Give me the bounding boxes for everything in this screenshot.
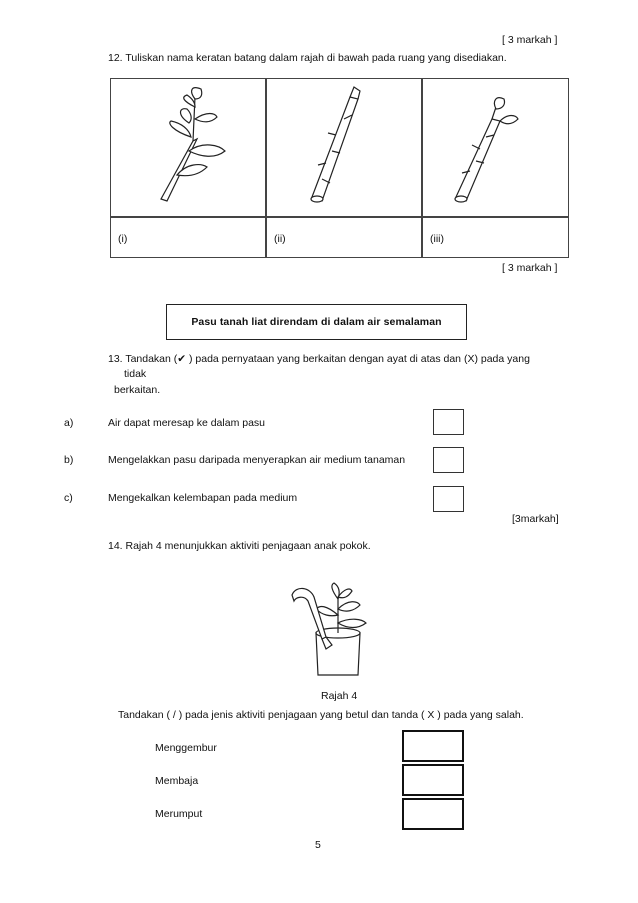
question-14-instruction: Tandakan ( / ) pada jenis aktiviti penjagaan yang betul dan tanda ( X ) pada yang salah. (118, 709, 524, 721)
question-13-text-line3: berkaitan. (114, 384, 161, 396)
table-cell-image-3 (421, 78, 569, 218)
item-letter-c: c) (64, 492, 73, 504)
marks-q12: [ 3 markah ] (502, 262, 558, 274)
item-text-a: Air dapat meresap ke dalam pasu (108, 417, 266, 429)
table-cell-label-2 (265, 216, 423, 258)
item-text-c: Mengekalkan kelembapan pada medium (108, 492, 298, 504)
activity-label-2: Membaja (155, 775, 199, 787)
table-cell-label-3 (421, 216, 569, 258)
statement-banner-text: Pasu tanah liat direndam di dalam air semalaman (191, 316, 442, 328)
question-12-text: 12. Tuliskan nama keratan batang dalam rajah di bawah pada ruang yang disediakan. (108, 52, 507, 64)
answer-box-membaja[interactable] (402, 764, 464, 796)
answer-box-menggembur[interactable] (402, 730, 464, 762)
leafy-stem-cutting-image (111, 79, 266, 217)
activity-label-3: Merumput (155, 808, 203, 820)
item-letter-b: b) (64, 454, 74, 466)
item-text-b: Mengelakkan pasu daripada menyerapkan air medium tanaman (108, 454, 406, 466)
question-13-text-line2: tidak (124, 368, 147, 380)
marks-top: [ 3 markah ] (502, 34, 558, 46)
budded-stem-cutting-image (422, 79, 568, 217)
table-cell-image-1 (110, 78, 267, 218)
figure-caption: Rajah 4 (321, 690, 358, 702)
table-cell-image-2 (265, 78, 423, 218)
label-ii: (ii) (274, 233, 286, 245)
question-14-text: 14. Rajah 4 menunjukkan aktiviti penjagaan anak pokok. (108, 540, 371, 552)
potted-seedling-care-image (286, 575, 386, 680)
statement-banner (166, 304, 467, 340)
marks-q13: [3markah] (512, 513, 559, 525)
activity-label-1: Menggembur (155, 742, 217, 754)
answer-box-a[interactable] (433, 409, 464, 435)
item-letter-a: a) (64, 417, 74, 429)
bare-stem-cutting-image (266, 79, 422, 217)
label-iii: (iii) (430, 233, 444, 245)
answer-box-c[interactable] (433, 486, 464, 512)
question-13-text-line1: 13. Tandakan (✔ ) pada pernyataan yang berkaitan dengan ayat di atas dan (X) pada yang (108, 353, 530, 365)
page-number: 5 (315, 839, 321, 851)
answer-box-b[interactable] (433, 447, 464, 473)
answer-box-merumput[interactable] (402, 798, 464, 830)
table-cell-label-1 (110, 216, 267, 258)
label-i: (i) (118, 233, 128, 245)
